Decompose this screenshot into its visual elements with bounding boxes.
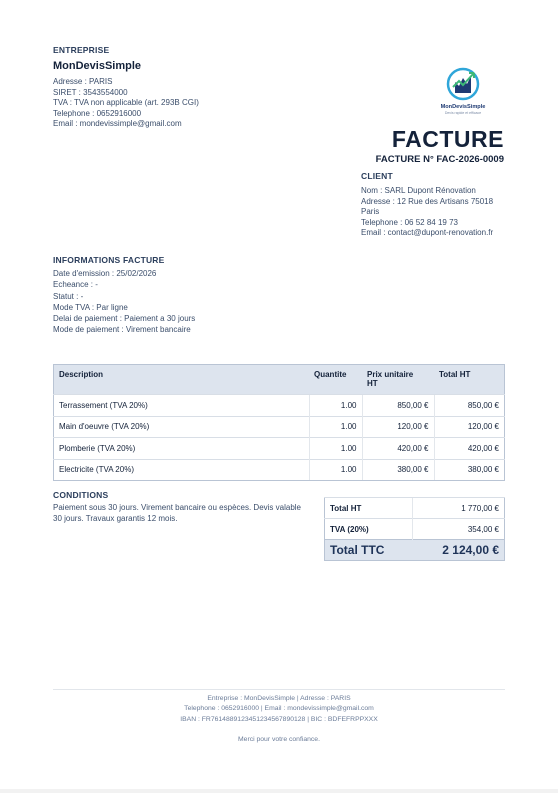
footer-divider: [53, 689, 505, 690]
company-email: Email : mondevissimple@gmail.com: [53, 119, 182, 128]
company-tva: TVA : TVA non applicable (art. 293B CGI): [53, 98, 199, 107]
items-header-row: [54, 365, 505, 395]
company-name: MonDevisSimple: [53, 60, 142, 72]
row-description: Electricite (TVA 20%): [54, 459, 310, 481]
row-description: Main d'oeuvre (TVA 20%): [54, 416, 310, 438]
row-description: Terrassement (TVA 20%): [54, 395, 310, 417]
footer-contact: Telephone : 0652916000 | Email : mondevissimple@gmail.com: [184, 705, 374, 712]
header-unit-price-line-2: HT: [367, 379, 378, 388]
info-payment-method: Mode de paiement : Virement bancaire: [53, 325, 191, 335]
tva-label: TVA (20%): [325, 519, 413, 540]
total-ht-label: Total HT: [325, 498, 413, 519]
row-quantity: 1.00: [309, 459, 362, 481]
items-table: [53, 364, 505, 481]
total-ht-row: [325, 498, 505, 519]
row-total: 380,00 €: [434, 459, 505, 481]
footer-thanks: Merci pour votre confiance.: [238, 736, 320, 743]
company-logo: [428, 60, 498, 126]
total-ttc-label: Total TTC: [325, 540, 413, 561]
table-row: [54, 395, 505, 417]
logo-tagline: Devis rapide et efficace: [444, 111, 482, 115]
row-unit-price: 380,00 €: [362, 459, 434, 481]
info-status: Statut : -: [53, 291, 84, 301]
client-section-label: CLIENT: [361, 171, 393, 181]
info-tva-mode: Mode TVA : Par ligne: [53, 302, 128, 312]
company-section-label: ENTREPRISE: [53, 45, 110, 55]
total-ttc-value: 2 124,00 €: [413, 540, 505, 561]
header-unit-price: [362, 365, 434, 395]
table-row: [54, 459, 505, 481]
conditions-section-label: CONDITIONS: [53, 490, 109, 500]
row-description: Plomberie (TVA 20%): [54, 438, 310, 460]
row-unit-price: 420,00 €: [362, 438, 434, 460]
client-phone: Telephone : 06 52 84 19 73: [361, 217, 458, 227]
row-unit-price: 120,00 €: [362, 416, 434, 438]
row-quantity: 1.00: [309, 395, 362, 417]
total-ttc-row: [325, 540, 505, 561]
tva-row: [325, 519, 505, 540]
header-total: Total HT: [434, 365, 505, 395]
info-details: [53, 268, 195, 336]
header-quantity: Quantite: [309, 365, 362, 395]
totals-table: [324, 497, 505, 561]
client-details: [361, 186, 493, 239]
table-row: [54, 438, 505, 460]
info-section-label: INFORMATIONS FACTURE: [53, 255, 165, 265]
info-due-date: Echeance : -: [53, 280, 98, 290]
header-description: Description: [54, 365, 310, 395]
invoice-title: FACTURE: [391, 126, 504, 152]
conditions-line-1: Paiement sous 30 jours. Virement bancaire ou espèces. Devis valable: [53, 503, 301, 512]
conditions-text: [53, 503, 301, 524]
row-quantity: 1.00: [309, 416, 362, 438]
tva-value: 354,00 €: [413, 519, 505, 540]
footer-company: Entreprise : MonDevisSimple | Adresse : PARIS: [207, 695, 351, 702]
company-siret: SIRET : 3543554000: [53, 87, 128, 97]
client-email: Email : contact@dupont-renovation.fr: [361, 228, 494, 237]
logo-icon: [428, 60, 498, 104]
row-total: 120,00 €: [434, 416, 505, 438]
company-address: Adresse : PARIS: [53, 77, 113, 86]
row-total: 850,00 €: [434, 395, 505, 417]
table-row: [54, 416, 505, 438]
total-ht-value: 1 770,00 €: [413, 498, 505, 519]
info-payment-delay: Delai de paiement : Paiement a 30 jours: [53, 314, 196, 324]
company-phone: Telephone : 0652916000: [53, 108, 142, 118]
logo-brand: MonDevisSimple: [440, 104, 486, 110]
row-quantity: 1.00: [309, 438, 362, 460]
client-name: Nom : SARL Dupont Rénovation: [361, 186, 476, 195]
client-address-city: Paris: [361, 207, 380, 216]
footer-bank: IBAN : FR7614889123451234567890128 | BIC : BDFEFRPPXXX: [180, 716, 378, 723]
client-address: Adresse : 12 Rue des Artisans 75018: [361, 196, 494, 206]
info-issue-date: Date d'emission : 25/02/2026: [53, 269, 157, 278]
invoice-number: FACTURE N° FAC-2026-0009: [375, 154, 504, 165]
company-details: [53, 77, 199, 130]
header-unit-price-line-1: Prix unitaire: [367, 370, 414, 379]
conditions-line-2: 30 jours. Travaux garantis 12 mois.: [53, 513, 178, 523]
row-unit-price: 850,00 €: [362, 395, 434, 417]
row-total: 420,00 €: [434, 438, 505, 460]
